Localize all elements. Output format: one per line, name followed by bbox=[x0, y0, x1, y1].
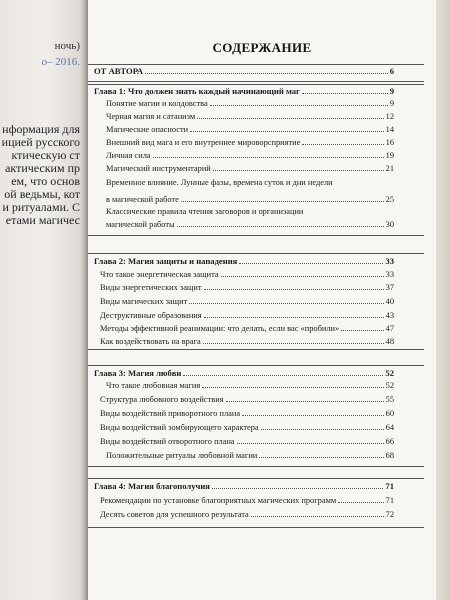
chapter-entry[interactable] bbox=[94, 481, 394, 491]
dot-leader bbox=[204, 316, 384, 318]
entry-page: 64 bbox=[385, 423, 394, 432]
entry-page: 16 bbox=[385, 138, 394, 147]
dot-leader bbox=[189, 302, 383, 304]
entry-title: Магические опасности bbox=[106, 125, 189, 134]
chapter-page: 71 bbox=[385, 481, 394, 491]
toc-entry-line1[interactable] bbox=[106, 207, 394, 216]
left-page-line: ицией русского bbox=[1, 135, 80, 149]
toc-entry[interactable] bbox=[100, 510, 394, 519]
entry-page: 48 bbox=[385, 337, 394, 346]
chapter-entry[interactable] bbox=[94, 368, 394, 378]
dot-leader bbox=[197, 117, 383, 119]
entry-title: Что такое любовная магия bbox=[106, 381, 201, 390]
toc-entry[interactable] bbox=[100, 324, 394, 333]
dot-leader bbox=[202, 386, 383, 388]
entry-page: 33 bbox=[385, 270, 394, 279]
entry-title: Личная сила bbox=[106, 151, 151, 160]
dot-leader bbox=[145, 72, 388, 74]
entry-page: 19 bbox=[385, 151, 394, 160]
chapter-page: 33 bbox=[385, 256, 394, 266]
dot-leader bbox=[190, 130, 383, 132]
entry-title: Временное влияние. Лунные фазы, времена суток и дни недели bbox=[106, 178, 333, 187]
entry-title: Виды воздействий приворотного плана bbox=[100, 409, 241, 418]
entry-page: 6 bbox=[389, 66, 394, 76]
chapter-page: 52 bbox=[385, 368, 394, 378]
dot-leader bbox=[221, 275, 384, 277]
chapter-title: Глава 3: Магия любви bbox=[94, 368, 182, 378]
toc-entry[interactable] bbox=[100, 283, 394, 292]
toc-entry-line2[interactable] bbox=[106, 195, 394, 204]
toc-entry-line1[interactable] bbox=[106, 178, 394, 187]
chapter-entry[interactable] bbox=[94, 86, 394, 96]
dot-leader bbox=[239, 262, 383, 264]
dot-leader bbox=[213, 169, 384, 171]
dot-leader bbox=[302, 92, 388, 94]
chapter-title: Глава 1: Что должен знать каждый начинающий маг bbox=[94, 86, 300, 96]
left-page-line: ктическую ст bbox=[11, 148, 80, 162]
entry-page: 14 bbox=[385, 125, 394, 134]
toc-entry[interactable] bbox=[106, 381, 394, 390]
toc-entry[interactable] bbox=[100, 437, 394, 446]
entry-title: Магический инструментарий bbox=[106, 164, 211, 173]
entry-page: 40 bbox=[385, 297, 394, 306]
dot-leader bbox=[177, 225, 384, 227]
entry-title: Виды энергетических защит bbox=[100, 283, 202, 292]
toc-entry-line2[interactable] bbox=[106, 220, 394, 229]
chapter-title: Глава 4: Магия благополучия bbox=[94, 481, 210, 491]
entry-title: Как воздействовать на врага bbox=[100, 337, 201, 346]
toc-entry[interactable] bbox=[106, 138, 394, 147]
entry-title: Структура любовного воздействия bbox=[100, 395, 224, 404]
toc-entry[interactable] bbox=[100, 423, 394, 432]
entry-page: 21 bbox=[385, 164, 394, 173]
toc-entry[interactable] bbox=[106, 164, 394, 173]
toc-entry[interactable] bbox=[106, 451, 394, 460]
entry-title-continued: в магической работе bbox=[106, 195, 179, 204]
left-page-line: ночь) bbox=[54, 40, 80, 52]
dot-leader bbox=[181, 200, 384, 202]
toc-entry[interactable] bbox=[100, 297, 394, 306]
left-page-line: ем, что основ bbox=[11, 174, 80, 188]
entry-title: Классические правила чтения заговоров и организации bbox=[106, 207, 304, 216]
toc-entry[interactable] bbox=[106, 112, 394, 121]
dot-leader bbox=[183, 374, 383, 376]
entry-page: 37 bbox=[385, 283, 394, 292]
dot-leader bbox=[153, 156, 384, 158]
dot-leader bbox=[259, 456, 383, 458]
dot-leader bbox=[302, 143, 383, 145]
toc-entry[interactable] bbox=[100, 409, 394, 418]
author-entry[interactable] bbox=[94, 66, 394, 76]
entry-page: 72 bbox=[385, 510, 394, 519]
toc-entry[interactable] bbox=[100, 311, 394, 320]
toc-entry[interactable] bbox=[106, 125, 394, 134]
toc-entry[interactable] bbox=[100, 337, 394, 346]
left-page-line: нформация для bbox=[2, 122, 80, 136]
left-page-line: ой ведьмы, кот bbox=[4, 187, 80, 201]
entry-title: Положительные ритуалы любовной магии bbox=[106, 451, 258, 460]
entry-page: 12 bbox=[385, 112, 394, 121]
entry-page: 30 bbox=[385, 220, 394, 229]
entry-title: Рекомендации по установке благоприятных магических программ bbox=[100, 496, 337, 505]
entry-page: 52 bbox=[385, 381, 394, 390]
entry-title: Виды магических защит bbox=[100, 297, 188, 306]
left-page bbox=[0, 0, 86, 600]
entry-page: 25 bbox=[385, 195, 394, 204]
dot-leader bbox=[338, 501, 383, 503]
entry-title: Внешний вид мага и его внутреннее мироворсприятие bbox=[106, 138, 301, 147]
left-page-line: актическим пр bbox=[5, 161, 80, 175]
dot-leader bbox=[212, 487, 383, 489]
entry-page: 9 bbox=[389, 99, 394, 108]
dot-leader bbox=[242, 414, 384, 416]
chapter-title: Глава 2: Магия защиты и нападения bbox=[94, 256, 238, 266]
left-page-line: и ритуалами. С bbox=[2, 200, 80, 214]
entry-page: 71 bbox=[385, 496, 394, 505]
entry-page: 47 bbox=[385, 324, 394, 333]
entry-page: 43 bbox=[385, 311, 394, 320]
dot-leader bbox=[251, 515, 384, 517]
entry-title: Деструктивные образования bbox=[100, 311, 202, 320]
entry-page: 66 bbox=[385, 437, 394, 446]
entry-title: Понятие магии и колдовства bbox=[106, 99, 208, 108]
page-title: СОДЕРЖАНИЕ bbox=[212, 40, 312, 55]
dot-leader bbox=[261, 428, 384, 430]
left-page-line: етами магичес bbox=[5, 213, 80, 227]
left-page-line: о– 2016. bbox=[41, 56, 80, 68]
toc-entry[interactable] bbox=[100, 496, 394, 505]
page-edge bbox=[436, 0, 450, 600]
entry-page: 60 bbox=[385, 409, 394, 418]
chapter-page: 9 bbox=[389, 86, 394, 96]
entry-title: Методы эффективной реанимации: что делать, если вас «пробили» bbox=[100, 324, 340, 333]
entry-title: Виды воздействий отворотного плана bbox=[100, 437, 235, 446]
toc-entry[interactable] bbox=[100, 270, 394, 279]
entry-title: Черная магия и сатанизм bbox=[106, 112, 196, 121]
dot-leader bbox=[210, 104, 388, 106]
dot-leader bbox=[204, 288, 384, 290]
toc-entry[interactable] bbox=[106, 99, 394, 108]
dot-leader bbox=[203, 342, 384, 344]
toc-page bbox=[88, 0, 436, 600]
entry-title: ОТ АВТОРА bbox=[94, 66, 144, 76]
entry-page: 68 bbox=[385, 451, 394, 460]
entry-page: 55 bbox=[385, 395, 394, 404]
toc-entry[interactable] bbox=[100, 395, 394, 404]
dot-leader bbox=[341, 329, 383, 331]
entry-title-continued: магической работы bbox=[106, 220, 175, 229]
chapter-entry[interactable] bbox=[94, 256, 394, 266]
toc-entry[interactable] bbox=[106, 151, 394, 160]
entry-title: Что такое энергетическая защита bbox=[100, 270, 219, 279]
entry-title: Десять советов для успешного результата bbox=[100, 510, 249, 519]
dot-leader bbox=[226, 400, 384, 402]
entry-title: Виды воздействий зомбирующего характера bbox=[100, 423, 259, 432]
dot-leader bbox=[237, 442, 384, 444]
